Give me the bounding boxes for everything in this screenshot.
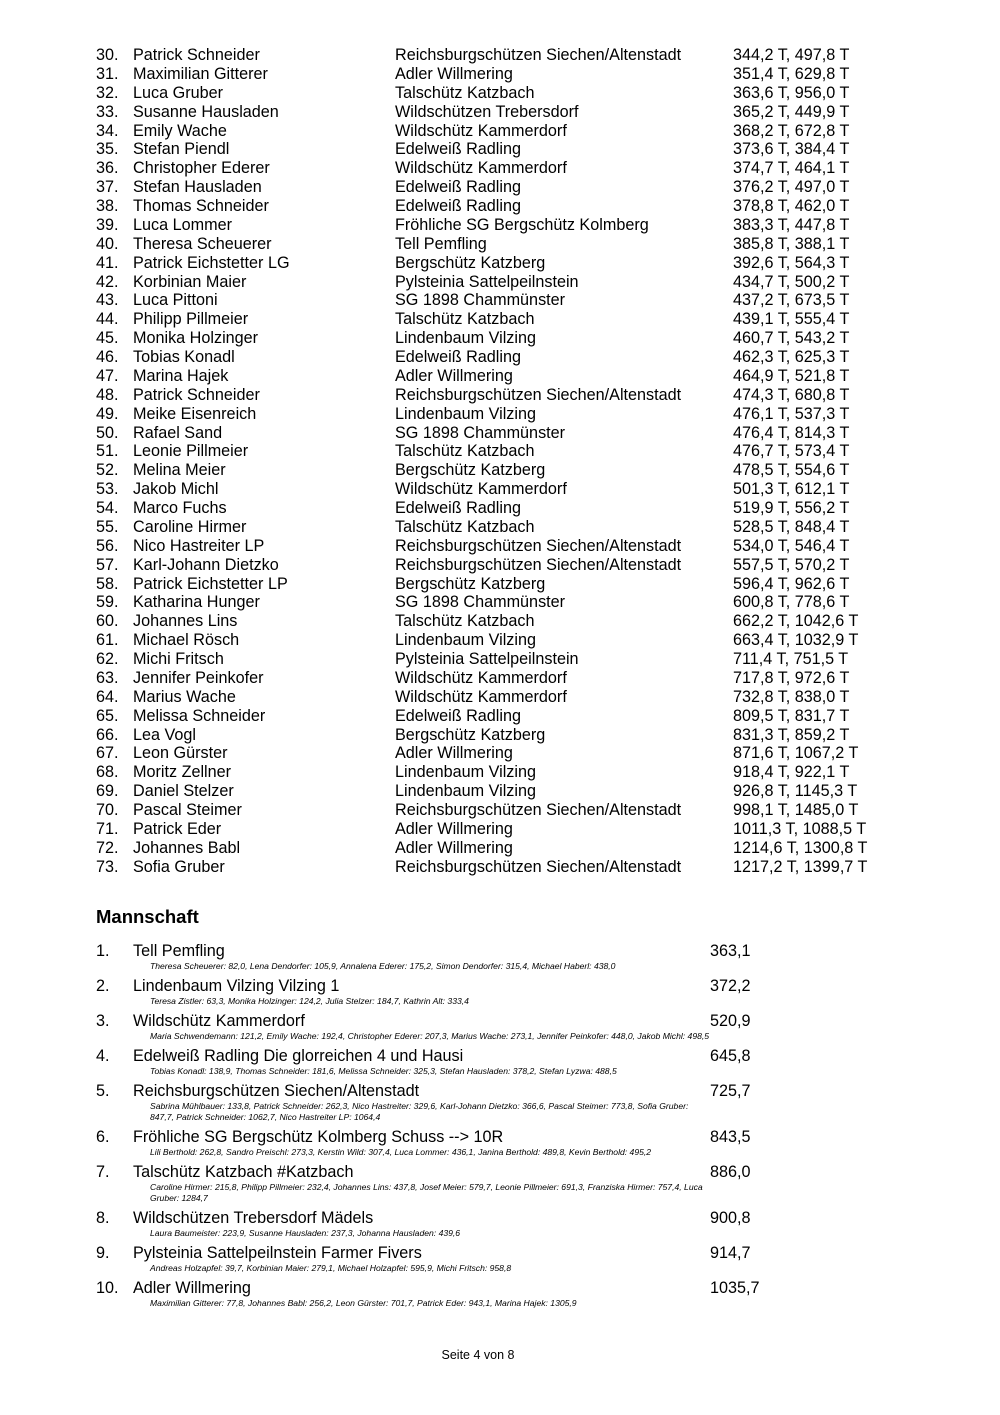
result-rank: 56. <box>96 536 119 555</box>
result-row <box>96 669 956 688</box>
team-rank: 8. <box>96 1209 110 1227</box>
result-club: Wildschütz Kammerdorf <box>395 121 567 140</box>
team-rank: 3. <box>96 1012 110 1030</box>
result-times: 439,1 T, 555,4 T <box>733 310 850 329</box>
results-list <box>96 46 956 877</box>
result-times: 383,3 T, 447,8 T <box>733 215 850 234</box>
team-rank: 6. <box>96 1128 110 1146</box>
result-club: SG 1898 Chammünster <box>395 593 566 612</box>
result-rank: 35. <box>96 140 119 159</box>
result-rank: 70. <box>96 801 119 819</box>
result-rank: 66. <box>96 725 119 744</box>
result-club: Edelweiß Radling <box>395 140 521 159</box>
result-club: Wildschütz Kammerdorf <box>395 668 567 687</box>
result-club: Talschütz Katzbach <box>395 517 535 536</box>
team-main-line <box>96 1081 796 1101</box>
result-row <box>96 442 956 461</box>
team-name: Fröhliche SG Bergschütz Kolmberg Schuss --> 10R <box>133 1128 504 1146</box>
team-main-line <box>96 1046 796 1066</box>
result-name: Stefan Piendl <box>133 140 230 159</box>
result-club: Reichsburgschützen Siechen/Altenstadt <box>395 536 682 555</box>
result-rank: 54. <box>96 499 119 517</box>
result-row <box>96 575 956 594</box>
result-rank: 48. <box>96 385 119 404</box>
result-club: Wildschütz Kammerdorf <box>395 687 567 706</box>
team-entry <box>96 1208 796 1239</box>
result-times: 534,0 T, 546,4 T <box>733 536 850 555</box>
result-rank: 59. <box>96 593 119 612</box>
result-times: 434,7 T, 500,2 T <box>733 272 850 291</box>
result-times: 474,3 T, 680,8 T <box>733 385 850 404</box>
result-name: Luca Pittoni <box>133 291 218 310</box>
result-row <box>96 291 956 310</box>
result-row <box>96 235 956 254</box>
result-rank: 64. <box>96 687 119 706</box>
team-members: Maximilian Gitterer: 77,8, Johannes Babl: 256,2, Leon Gürster: 701,7, Patrick Eder: 943,1, Marina Hajek: 1305,9 <box>150 1298 577 1308</box>
result-row <box>96 820 956 839</box>
result-times: 918,4 T, 922,1 T <box>733 763 850 782</box>
result-row <box>96 537 956 556</box>
result-row <box>96 386 956 405</box>
result-times: 437,2 T, 673,5 T <box>733 291 850 310</box>
result-row <box>96 46 956 65</box>
team-members: Andreas Holzapfel: 39,7, Korbinian Maier: 279,1, Michael Holzapfel: 595,9, Michi Fritsch: 958,8 <box>150 1263 512 1273</box>
result-times: 368,2 T, 672,8 T <box>733 121 850 140</box>
result-club: Reichsburgschützen Siechen/Altenstadt <box>395 801 682 819</box>
result-rank: 36. <box>96 159 119 178</box>
result-club: Lindenbaum Vilzing <box>395 329 536 348</box>
result-club: Adler Willmering <box>395 838 513 857</box>
team-members: Teresa Zistler: 63,3, Monika Holzinger: 124,2, Julia Stelzer: 184,7, Kathrin Alt: 333,4 <box>150 996 469 1006</box>
team-members: Tobias Konadl: 138,9, Thomas Schneider: 181,6, Melissa Schneider: 325,3, Stefan Hausladen: 378,2, Stefan Lyzwa: 488,5 <box>150 1066 617 1076</box>
result-rank: 62. <box>96 650 119 668</box>
result-name: Johannes Lins <box>133 612 238 631</box>
result-name: Patrick Eichstetter LP <box>133 574 288 593</box>
result-row <box>96 631 956 650</box>
team-members: Maria Schwendemann: 121,2, Emily Wache: 192,4, Christopher Ederer: 207,3, Marius Wache: 273,1, Jennifer Peinkofer: 448,0, Jakob Michl: 498,5 <box>150 1031 710 1041</box>
result-club: Bergschütz Katzberg <box>395 725 546 744</box>
result-row <box>96 688 956 707</box>
result-name: Susanne Hausladen <box>133 102 279 121</box>
result-times: 363,6 T, 956,0 T <box>733 83 850 102</box>
result-rank: 45. <box>96 329 119 348</box>
result-name: Rafael Sand <box>133 423 223 442</box>
result-row <box>96 329 956 348</box>
result-club: Reichsburgschützen Siechen/Altenstadt <box>395 46 682 64</box>
result-row <box>96 424 956 443</box>
team-rank: 4. <box>96 1047 110 1065</box>
result-rank: 61. <box>96 631 119 650</box>
team-main-line <box>96 941 796 961</box>
result-times: 926,8 T, 1145,3 T <box>733 782 858 801</box>
result-rank: 52. <box>96 461 119 480</box>
result-row <box>96 744 956 763</box>
result-times: 365,2 T, 449,9 T <box>733 102 850 121</box>
team-name: Tell Pemfling <box>133 942 225 960</box>
team-members: Theresa Scheuerer: 82,0, Lena Dendorfer: 105,9, Annalena Ederer: 175,2, Simon Dendorfer: 315,4, Michael Haberl: 438,0 <box>150 961 616 971</box>
result-row <box>96 650 956 669</box>
team-main-line <box>96 1278 796 1298</box>
result-name: Stefan Hausladen <box>133 178 262 197</box>
result-row <box>96 84 956 103</box>
result-row <box>96 122 956 141</box>
result-rank: 32. <box>96 83 119 102</box>
result-name: Tobias Konadl <box>133 348 235 366</box>
result-name: Nico Hastreiter LP <box>133 536 265 555</box>
result-name: Marius Wache <box>133 687 236 706</box>
result-club: Bergschütz Katzberg <box>395 253 546 272</box>
team-name: Reichsburgschützen Siechen/Altenstadt <box>133 1082 420 1100</box>
result-club: Lindenbaum Vilzing <box>395 404 536 423</box>
team-name: Adler Willmering <box>133 1279 251 1297</box>
result-club: Edelweiß Radling <box>395 499 521 517</box>
result-times: 557,5 T, 570,2 T <box>733 555 850 574</box>
team-score: 725,7 <box>710 1082 751 1100</box>
result-times: 519,9 T, 556,2 T <box>733 499 850 517</box>
result-times: 663,4 T, 1032,9 T <box>733 631 859 650</box>
result-rank: 47. <box>96 366 119 385</box>
result-rank: 30. <box>96 46 119 64</box>
result-times: 711,4 T, 751,5 T <box>733 650 849 668</box>
result-club: Bergschütz Katzberg <box>395 461 546 480</box>
team-members: Sabrina Mühlbauer: 133,8, Patrick Schneider: 262,3, Nico Hastreiter: 329,6, Karl-Johann Dietzko: 366,6, Pascal Steimer: 773,8, Sofia Gruber: 847,7, Patrick Schneider: 1062,7, Nico Hastreiter LP: 1064,4 <box>150 1101 689 1122</box>
result-row <box>96 273 956 292</box>
result-name: Michael Rösch <box>133 631 240 650</box>
result-rank: 38. <box>96 197 119 215</box>
result-times: 476,4 T, 814,3 T <box>733 423 850 442</box>
result-rank: 31. <box>96 64 119 83</box>
result-club: Edelweiß Radling <box>395 348 521 366</box>
result-name: Luca Gruber <box>133 83 223 102</box>
result-name: Emily Wache <box>133 121 227 140</box>
result-times: 871,6 T, 1067,2 T <box>733 744 859 763</box>
result-name: Korbinian Maier <box>133 272 247 291</box>
team-section-title: Mannschaft <box>96 906 199 927</box>
result-times: 378,8 T, 462,0 T <box>733 197 850 215</box>
result-name: Melissa Schneider <box>133 706 266 725</box>
result-rank: 65. <box>96 706 119 725</box>
result-times: 376,2 T, 497,0 T <box>733 178 850 197</box>
result-times: 464,9 T, 521,8 T <box>733 366 850 385</box>
result-name: Patrick Schneider <box>133 385 260 404</box>
result-name: Michi Fritsch <box>133 650 224 668</box>
result-times: 462,3 T, 625,3 T <box>733 348 850 366</box>
result-club: Talschütz Katzbach <box>395 310 535 329</box>
result-rank: 46. <box>96 348 119 366</box>
result-times: 460,7 T, 543,2 T <box>733 329 850 348</box>
result-name: Philipp Pillmeier <box>133 310 249 329</box>
result-times: 385,8 T, 388,1 T <box>733 234 850 253</box>
result-name: Leon Gürster <box>133 744 228 763</box>
result-club: Adler Willmering <box>395 64 513 83</box>
result-rank: 50. <box>96 423 119 442</box>
result-rank: 72. <box>96 838 119 857</box>
result-row <box>96 839 956 858</box>
result-times: 501,3 T, 612,1 T <box>733 480 850 499</box>
result-row <box>96 103 956 122</box>
result-rank: 42. <box>96 272 119 291</box>
result-club: Pylsteinia Sattelpeilnstein <box>395 272 579 291</box>
result-times: 374,7 T, 464,1 T <box>733 159 850 178</box>
result-times: 717,8 T, 972,6 T <box>733 668 850 687</box>
result-name: Jennifer Peinkofer <box>133 668 264 687</box>
result-rank: 37. <box>96 178 119 197</box>
result-row <box>96 140 956 159</box>
result-name: Karl-Johann Dietzko <box>133 555 279 574</box>
result-name: Marco Fuchs <box>133 499 227 517</box>
team-entry <box>96 1278 796 1309</box>
team-score: 520,9 <box>710 1012 751 1030</box>
result-name: Theresa Scheuerer <box>133 234 272 253</box>
team-score: 843,5 <box>710 1128 751 1146</box>
team-score: 886,0 <box>710 1163 751 1181</box>
result-rank: 43. <box>96 291 119 310</box>
result-name: Christopher Ederer <box>133 159 270 178</box>
team-main-line <box>96 1127 796 1147</box>
result-name: Meike Eisenreich <box>133 404 257 423</box>
result-name: Pascal Steimer <box>133 801 242 819</box>
result-times: 600,8 T, 778,6 T <box>733 593 850 612</box>
result-club: Talschütz Katzbach <box>395 612 535 631</box>
result-club: Wildschützen Trebersdorf <box>395 102 579 121</box>
result-club: SG 1898 Chammünster <box>395 423 566 442</box>
team-entry <box>96 976 796 1007</box>
result-row <box>96 480 956 499</box>
result-times: 344,2 T, 497,8 T <box>733 46 850 64</box>
result-name: Sofia Gruber <box>133 857 225 876</box>
team-score: 645,8 <box>710 1047 751 1065</box>
result-name: Caroline Hirmer <box>133 517 247 536</box>
result-club: Bergschütz Katzberg <box>395 574 546 593</box>
result-name: Moritz Zellner <box>133 763 232 782</box>
result-row <box>96 461 956 480</box>
team-name: Lindenbaum Vilzing Vilzing 1 <box>133 977 340 995</box>
team-main-line <box>96 976 796 996</box>
result-row <box>96 367 956 386</box>
result-name: Johannes Babl <box>133 838 241 857</box>
team-rank: 7. <box>96 1163 110 1181</box>
result-times: 1011,3 T, 1088,5 T <box>733 819 867 838</box>
result-name: Katharina Hunger <box>133 593 260 612</box>
result-times: 1214,6 T, 1300,8 T <box>733 838 868 857</box>
result-row <box>96 348 956 367</box>
result-club: Edelweiß Radling <box>395 706 521 725</box>
team-entry <box>96 1011 796 1042</box>
result-name: Monika Holzinger <box>133 329 259 348</box>
result-rank: 51. <box>96 442 119 461</box>
team-list <box>96 941 796 1313</box>
result-club: Adler Willmering <box>395 819 513 838</box>
team-entry <box>96 1081 796 1123</box>
result-times: 596,4 T, 962,6 T <box>733 574 850 593</box>
result-rank: 55. <box>96 517 119 536</box>
team-members: Laura Baumeister: 223,9, Susanne Hausladen: 237,3, Johanna Hausladen: 439,6 <box>150 1228 461 1238</box>
result-row <box>96 216 956 235</box>
team-score: 372,2 <box>710 977 751 995</box>
result-row <box>96 197 956 216</box>
result-times: 373,6 T, 384,4 T <box>733 140 850 159</box>
result-row <box>96 556 956 575</box>
team-name: Wildschütz Kammerdorf <box>133 1012 305 1030</box>
result-name: Melina Meier <box>133 461 226 480</box>
result-rank: 40. <box>96 234 119 253</box>
result-row <box>96 801 956 820</box>
result-rank: 68. <box>96 763 119 782</box>
result-club: Adler Willmering <box>395 366 513 385</box>
result-club: Talschütz Katzbach <box>395 83 535 102</box>
team-entry <box>96 1046 796 1077</box>
result-times: 998,1 T, 1485,0 T <box>733 801 859 819</box>
result-row <box>96 405 956 424</box>
team-rank: 10. <box>96 1279 119 1297</box>
result-rank: 39. <box>96 215 119 234</box>
team-members: Lili Berthold: 262,8, Sandro Preischl: 273,3, Kerstin Wild: 307,4, Luca Lommer: 436,1, Janina Berthold: 489,8, Kevin Berthold: 495,2 <box>150 1147 652 1157</box>
team-name: Wildschützen Trebersdorf Mädels <box>133 1209 374 1227</box>
result-row <box>96 65 956 84</box>
result-row <box>96 178 956 197</box>
result-name: Lea Vogl <box>133 725 197 744</box>
result-rank: 71. <box>96 819 119 838</box>
result-club: Talschütz Katzbach <box>395 442 535 461</box>
result-rank: 49. <box>96 404 119 423</box>
result-row <box>96 612 956 631</box>
result-times: 476,7 T, 573,4 T <box>733 442 850 461</box>
result-rank: 67. <box>96 744 119 763</box>
result-times: 478,5 T, 554,6 T <box>733 461 850 480</box>
team-main-line <box>96 1208 796 1228</box>
result-rank: 63. <box>96 668 119 687</box>
result-times: 1217,2 T, 1399,7 T <box>733 857 868 876</box>
team-rank: 9. <box>96 1244 110 1262</box>
result-name: Jakob Michl <box>133 480 219 499</box>
result-times: 392,6 T, 564,3 T <box>733 253 850 272</box>
result-name: Maximilian Gitterer <box>133 64 268 83</box>
result-club: Wildschütz Kammerdorf <box>395 480 567 499</box>
result-name: Patrick Eder <box>133 819 222 838</box>
result-times: 476,1 T, 537,3 T <box>733 404 850 423</box>
result-rank: 53. <box>96 480 119 499</box>
team-score: 914,7 <box>710 1244 751 1262</box>
team-entry <box>96 1127 796 1158</box>
result-name: Patrick Eichstetter LG <box>133 253 290 272</box>
result-club: Adler Willmering <box>395 744 513 763</box>
result-times: 831,3 T, 859,2 T <box>733 725 850 744</box>
result-rank: 44. <box>96 310 119 329</box>
result-name: Luca Lommer <box>133 215 232 234</box>
result-name: Marina Hajek <box>133 366 229 385</box>
page-footer: Seite 4 von 8 <box>441 1348 515 1362</box>
result-club: SG 1898 Chammünster <box>395 291 566 310</box>
result-club: Edelweiß Radling <box>395 197 521 215</box>
team-members: Caroline Hirmer: 215,8, Philipp Pillmeier: 232,4, Johannes Lins: 437,8, Josef Meier: 579,7, Leonie Pillmeier: 691,3, Franziska Hirmer: 757,4, Luca Gruber: 1284,7 <box>150 1182 703 1203</box>
team-main-line <box>96 1162 796 1182</box>
result-rank: 34. <box>96 121 119 140</box>
result-rank: 41. <box>96 253 119 272</box>
result-rank: 58. <box>96 574 119 593</box>
team-name: Talschütz Katzbach #Katzbach <box>133 1163 354 1181</box>
result-row <box>96 858 956 877</box>
result-club: Reichsburgschützen Siechen/Altenstadt <box>395 555 682 574</box>
team-score: 1035,7 <box>710 1279 760 1297</box>
result-club: Fröhliche SG Bergschütz Kolmberg <box>395 215 649 234</box>
result-rank: 33. <box>96 102 119 121</box>
result-club: Reichsburgschützen Siechen/Altenstadt <box>395 385 682 404</box>
result-row <box>96 726 956 745</box>
result-name: Daniel Stelzer <box>133 782 234 801</box>
result-row <box>96 159 956 178</box>
result-rank: 57. <box>96 555 119 574</box>
result-row <box>96 763 956 782</box>
team-main-line <box>96 1011 796 1031</box>
result-row <box>96 254 956 273</box>
result-times: 351,4 T, 629,8 T <box>733 64 850 83</box>
team-name: Edelweiß Radling Die glorreichen 4 und Hausi <box>133 1047 464 1065</box>
result-row <box>96 707 956 726</box>
team-rank: 5. <box>96 1082 110 1100</box>
result-name: Thomas Schneider <box>133 197 269 215</box>
result-club: Lindenbaum Vilzing <box>395 631 536 650</box>
result-club: Reichsburgschützen Siechen/Altenstadt <box>395 857 682 876</box>
team-entry <box>96 1162 796 1204</box>
result-times: 732,8 T, 838,0 T <box>733 687 850 706</box>
result-club: Lindenbaum Vilzing <box>395 763 536 782</box>
result-name: Patrick Schneider <box>133 46 260 64</box>
result-row <box>96 310 956 329</box>
result-club: Pylsteinia Sattelpeilnstein <box>395 650 579 668</box>
result-rank: 60. <box>96 612 119 631</box>
team-score: 900,8 <box>710 1209 751 1227</box>
result-club: Lindenbaum Vilzing <box>395 782 536 801</box>
team-name: Pylsteinia Sattelpeilnstein Farmer Fivers <box>133 1244 422 1262</box>
result-row <box>96 593 956 612</box>
result-times: 528,5 T, 848,4 T <box>733 517 850 536</box>
result-club: Edelweiß Radling <box>395 178 521 197</box>
result-name: Leonie Pillmeier <box>133 442 249 461</box>
result-row <box>96 782 956 801</box>
result-times: 809,5 T, 831,7 T <box>733 706 850 725</box>
team-entry <box>96 941 796 972</box>
team-entry <box>96 1243 796 1274</box>
team-main-line <box>96 1243 796 1263</box>
result-rank: 69. <box>96 782 119 801</box>
result-row <box>96 518 956 537</box>
result-row <box>96 499 956 518</box>
team-score: 363,1 <box>710 942 751 960</box>
result-club: Tell Pemfling <box>395 234 487 253</box>
team-rank: 1. <box>96 942 110 960</box>
team-rank: 2. <box>96 977 110 995</box>
result-rank: 73. <box>96 857 119 876</box>
result-times: 662,2 T, 1042,6 T <box>733 612 859 631</box>
result-club: Wildschütz Kammerdorf <box>395 159 567 178</box>
